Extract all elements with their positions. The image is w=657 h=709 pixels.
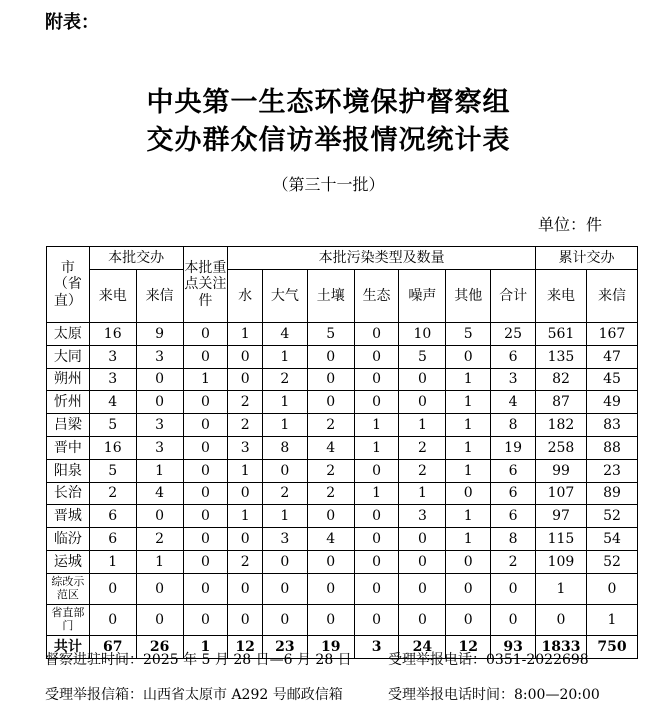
table-cell: 1 [183,368,228,391]
table-row [47,550,638,573]
row-label: 省直部门 [47,604,90,635]
table-cell: 0 [446,573,491,604]
table-cell: 1 [228,505,263,528]
table-cell: 561 [536,323,587,346]
table-cell: 0 [399,528,446,551]
table-cell: 88 [586,436,637,459]
row-label: 长治 [47,482,90,505]
table-cell: 2 [307,482,354,505]
table-cell: 0 [183,391,228,414]
table-cell: 0 [354,459,399,482]
table-row [47,573,638,604]
table-cell: 0 [399,368,446,391]
table-cell: 54 [586,528,637,551]
table-row [47,391,638,414]
table-cell: 1 [354,436,399,459]
row-label: 综改示范区 [47,573,90,604]
table-cell: 4 [89,391,136,414]
table-cell: 0 [307,550,354,573]
table-cell: 0 [399,573,446,604]
table-cell: 0 [307,505,354,528]
row-label: 太原 [47,323,90,346]
table-cell: 0 [183,573,228,604]
table-cell: 23 [262,635,307,658]
table-cell: 1 [354,482,399,505]
table-row [47,528,638,551]
table-cell: 0 [183,414,228,437]
table-cell: 109 [536,550,587,573]
header-calls: 来电 [89,270,136,323]
table-cell: 25 [491,323,536,346]
table-cell: 0 [228,573,263,604]
table-cell: 0 [183,482,228,505]
table-cell: 52 [586,505,637,528]
table-cell: 83 [586,414,637,437]
table-cell: 3 [89,345,136,368]
title-line-1: 中央第一生态环境保护督察组 [146,87,511,118]
table-cell: 16 [89,436,136,459]
table-cell: 0 [262,573,307,604]
table-cell: 2 [399,459,446,482]
table-cell: 5 [399,345,446,368]
table-cell: 2 [262,368,307,391]
table-cell: 2 [399,436,446,459]
footer-period: 督察进驻时间：2025 年 5 月 28 日—6 月 28 日 [45,652,352,668]
table-cell: 1 [446,459,491,482]
footer-mailbox: 受理举报信箱：山西省太原市 A292 号邮政信箱 [45,687,343,703]
table-cell: 1 [446,368,491,391]
table-cell: 67 [89,635,136,658]
row-label: 阳泉 [47,459,90,482]
table-cell: 3 [491,368,536,391]
table-cell: 0 [262,550,307,573]
table-cell: 258 [536,436,587,459]
row-label: 临汾 [47,528,90,551]
header-cum-calls: 来电 [536,270,587,323]
table-cell: 1 [262,345,307,368]
table-cell: 6 [491,482,536,505]
table-cell: 3 [399,505,446,528]
row-label: 吕梁 [47,414,90,437]
table-cell: 1 [183,635,228,658]
table-cell: 0 [536,604,587,635]
table-cell: 0 [399,604,446,635]
header-ecology: 生态 [354,270,399,323]
table-row [47,323,638,346]
table-cell: 1 [446,414,491,437]
table-cell: 2 [89,482,136,505]
table-cell: 0 [228,604,263,635]
table-cell: 0 [446,345,491,368]
table-cell: 3 [262,528,307,551]
table-cell: 87 [536,391,587,414]
table-cell: 0 [262,459,307,482]
table-cell: 0 [399,550,446,573]
table-cell: 1 [536,573,587,604]
row-label: 忻州 [47,391,90,414]
table-cell: 4 [262,323,307,346]
table-cell: 0 [136,604,183,635]
table-cell: 2 [262,482,307,505]
table-cell: 0 [399,391,446,414]
table-cell: 12 [228,635,263,658]
table-cell: 0 [354,345,399,368]
table-cell: 1 [136,459,183,482]
table-cell: 2 [307,414,354,437]
table-cell: 8 [491,414,536,437]
table-cell: 2 [307,459,354,482]
header-noise: 噪声 [399,270,446,323]
table-cell: 82 [536,368,587,391]
table-cell: 6 [491,459,536,482]
table-cell: 0 [354,323,399,346]
table-cell: 1 [446,505,491,528]
table-cell: 0 [491,573,536,604]
table-cell: 1833 [536,635,587,658]
table-row [47,368,638,391]
table-cell: 0 [136,505,183,528]
footer-phone: 受理举报电话：0351-2022698 [388,652,589,668]
table-cell: 19 [307,635,354,658]
table-cell: 1 [399,482,446,505]
unit-label: 单位：件 [537,215,602,234]
table-cell: 1 [586,604,637,635]
table-cell: 8 [262,436,307,459]
table-cell: 2 [491,550,536,573]
table-cell: 0 [183,459,228,482]
table-cell: 24 [399,635,446,658]
table-cell: 5 [446,323,491,346]
header-letters: 来信 [136,270,183,323]
row-label: 晋城 [47,505,90,528]
table-cell: 0 [183,550,228,573]
row-label: 朔州 [47,368,90,391]
table-cell: 0 [136,391,183,414]
table-cell: 1 [228,459,263,482]
table-cell: 0 [183,436,228,459]
table-cell: 1 [228,323,263,346]
table-cell: 3 [354,635,399,658]
table-cell: 0 [307,345,354,368]
table-cell: 12 [446,635,491,658]
table-cell: 135 [536,345,587,368]
table-cell: 2 [228,414,263,437]
table-cell: 2 [136,528,183,551]
table-cell: 0 [354,528,399,551]
table-cell: 6 [89,528,136,551]
table-cell: 6 [89,505,136,528]
header-batch-key: 本批重点关注件 [183,247,228,323]
table-cell: 6 [491,505,536,528]
table-cell: 1 [262,414,307,437]
table-cell: 0 [354,391,399,414]
table-cell: 0 [354,573,399,604]
table-cell: 1 [446,436,491,459]
table-cell: 0 [586,573,637,604]
table-cell: 3 [136,436,183,459]
table-cell: 0 [89,573,136,604]
table-cell: 0 [446,550,491,573]
table-cell: 6 [491,345,536,368]
table-cell: 1 [136,550,183,573]
table-cell: 1 [89,550,136,573]
table-cell: 45 [586,368,637,391]
table-cell: 16 [89,323,136,346]
table-cell: 0 [307,368,354,391]
table-cell: 5 [89,459,136,482]
table-body [47,323,638,659]
table-cell: 89 [586,482,637,505]
table-cell: 0 [446,482,491,505]
table-cell: 0 [183,345,228,368]
title-line-2: 交办群众信访举报情况统计表 [146,125,511,156]
row-label: 运城 [47,550,90,573]
header-cumulative: 累计交办 [536,247,638,270]
table-cell: 0 [262,604,307,635]
table-cell: 0 [89,604,136,635]
header-subtotal: 合计 [491,270,536,323]
table-cell: 3 [136,414,183,437]
header-cum-letters: 来信 [586,270,637,323]
table-cell: 0 [354,505,399,528]
table-cell: 8 [491,528,536,551]
table-cell: 47 [586,345,637,368]
table-cell: 4 [307,528,354,551]
table-cell: 167 [586,323,637,346]
table-row [47,345,638,368]
table-cell: 1 [446,391,491,414]
table-cell: 1 [446,528,491,551]
table-cell: 107 [536,482,587,505]
table-cell: 0 [183,604,228,635]
table-cell: 0 [183,505,228,528]
table-cell: 2 [228,391,263,414]
table-cell: 1 [262,391,307,414]
table-cell: 1 [399,414,446,437]
table-cell: 99 [536,459,587,482]
table-cell: 0 [354,604,399,635]
header-city: 市（省直） [47,247,90,323]
table-cell: 0 [307,573,354,604]
table-row [47,505,638,528]
table-cell: 49 [586,391,637,414]
table-cell: 3 [228,436,263,459]
table-cell: 3 [89,368,136,391]
table-cell: 0 [183,528,228,551]
header-water: 水 [228,270,263,323]
table-cell: 4 [136,482,183,505]
table-cell: 2 [228,550,263,573]
table-cell: 5 [307,323,354,346]
table-cell: 4 [491,391,536,414]
table-cell: 0 [183,323,228,346]
table-cell: 97 [536,505,587,528]
table-cell: 1 [262,505,307,528]
table-cell: 0 [354,368,399,391]
table-cell: 182 [536,414,587,437]
header-other: 其他 [446,270,491,323]
table-cell: 750 [586,635,637,658]
table-cell: 0 [228,345,263,368]
table-row [47,414,638,437]
table-cell: 0 [491,604,536,635]
table-row [47,436,638,459]
table-cell: 0 [307,604,354,635]
table-row [47,604,638,635]
table-cell: 4 [307,436,354,459]
table-cell: 115 [536,528,587,551]
row-label: 大同 [47,345,90,368]
batch-label: （第三十一批） [272,175,385,194]
table-cell: 23 [586,459,637,482]
table-cell: 1 [354,414,399,437]
table-row [47,459,638,482]
table-cell: 0 [354,550,399,573]
table-row [47,482,638,505]
attachment-label: 附表： [45,12,99,33]
table-cell: 0 [136,573,183,604]
footer-hours: 受理举报电话时间：8:00—20:00 [388,687,600,703]
header-soil: 土壤 [307,270,354,323]
table-cell: 26 [136,635,183,658]
table-cell: 0 [136,368,183,391]
table-cell: 0 [228,482,263,505]
table-cell: 5 [89,414,136,437]
row-label: 晋中 [47,436,90,459]
table-cell: 0 [446,604,491,635]
table-cell: 19 [491,436,536,459]
statistics-table [46,246,638,659]
table-cell: 52 [586,550,637,573]
table-cell: 0 [228,528,263,551]
row-label: 共计 [47,635,90,658]
header-air: 大气 [262,270,307,323]
header-batch-assigned: 本批交办 [89,247,183,270]
table-cell: 3 [136,345,183,368]
table-cell: 93 [491,635,536,658]
table-cell: 9 [136,323,183,346]
header-pollution: 本批污染类型及数量 [228,247,536,270]
table-cell: 0 [228,368,263,391]
table-cell: 0 [307,391,354,414]
table-cell: 10 [399,323,446,346]
